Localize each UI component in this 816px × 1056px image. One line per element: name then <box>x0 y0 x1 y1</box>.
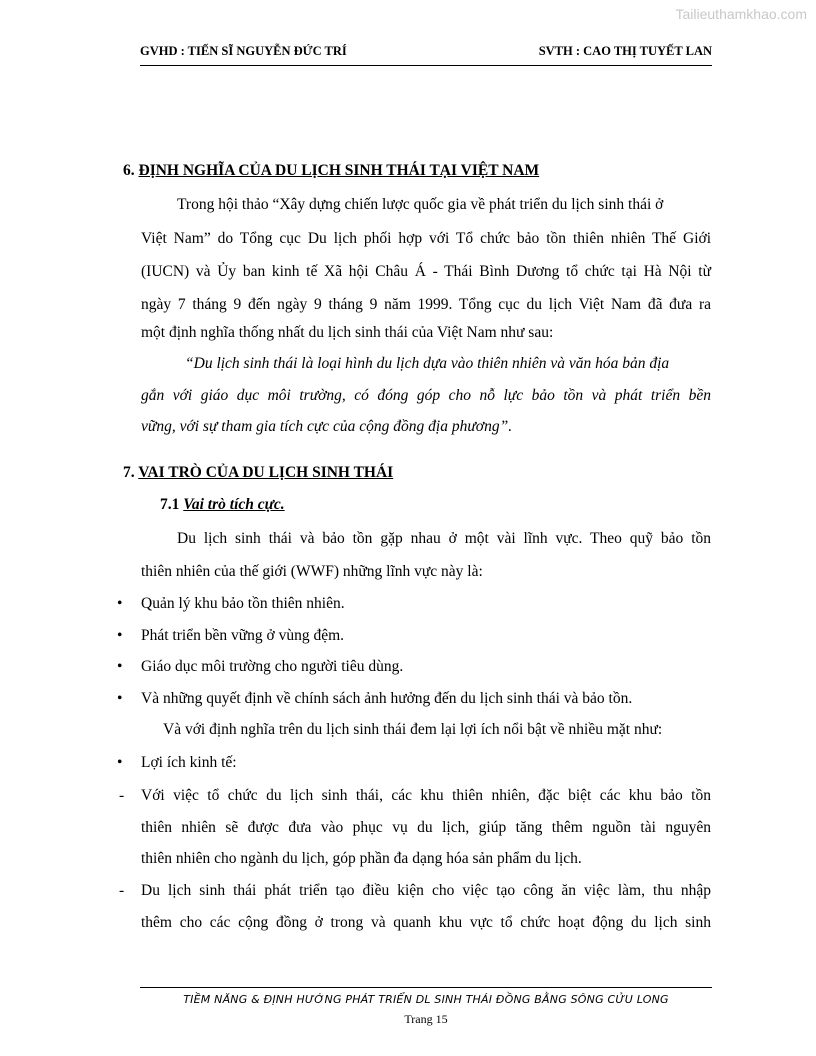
bullet-icon: • <box>117 627 123 644</box>
dash-1-line-1: Với việc tổ chức du lịch sinh thái, các khu thiên nhiên, đặc biệt các khu bảo tồn <box>141 787 711 804</box>
definition-quote-1: “Du lịch sinh thái là loại hình du lịch dựa vào thiên nhiên và văn hóa bản địa <box>185 355 670 372</box>
section-6-heading <box>123 162 539 180</box>
dash-1-line-2: thiên nhiên sẽ được đưa vào phục vụ du lịch, giúp tăng thêm nguồn tài nguyên <box>141 819 711 836</box>
section-7-title: VAI TRÒ CỦA DU LỊCH SINH THÁI <box>138 464 394 481</box>
header-student: SVTH : CAO THỊ TUYẾT LAN <box>538 44 712 58</box>
dash-icon: - <box>119 882 125 899</box>
list-item: Quản lý khu bảo tồn thiên nhiên. <box>141 595 345 612</box>
bullet-icon: • <box>117 754 123 771</box>
bullet-icon: • <box>117 690 123 707</box>
benefit-economic: Lợi ích kinh tế: <box>141 754 237 771</box>
footer-divider <box>140 987 712 988</box>
list-item: Và những quyết định về chính sách ảnh hưởng đến du lịch sinh thái và bảo tồn. <box>141 690 633 707</box>
dash-icon: - <box>119 787 125 804</box>
header-divider <box>140 65 712 66</box>
definition-quote-3: vững, với sự tham gia tích cực của cộng đồng địa phương”. <box>141 418 513 435</box>
benefit-intro: Và với định nghĩa trên du lịch sinh thái đem lại lợi ích nổi bật về nhiều mặt như: <box>163 721 663 738</box>
bullet-icon: • <box>117 658 123 675</box>
page-number: Trang 15 <box>404 1012 448 1026</box>
section-7-intro-1: Du lịch sinh thái và bảo tồn gặp nhau ở một vài lĩnh vực. Theo quỹ bảo tồn <box>177 530 711 547</box>
dash-2-line-1: Du lịch sinh thái phát triển tạo điều kiện cho việc tạo công ăn việc làm, thu nhập <box>141 882 711 899</box>
subsection-7-1-heading <box>160 496 285 514</box>
section-6-line-3: (IUCN) và Ủy ban kinh tế Xã hội Châu Á - Thái Bình Dương tổ chức tại Hà Nội từ <box>141 263 711 280</box>
list-item: Phát triển bền vững ở vùng đệm. <box>141 627 344 644</box>
bullet-icon: • <box>117 595 123 612</box>
section-6-title: ĐỊNH NGHĨA CỦA DU LỊCH SINH THÁI TẠI VIỆT NAM <box>138 162 540 179</box>
section-7-number: 7. <box>123 464 135 481</box>
section-6-line-4: ngày 7 tháng 9 đến ngày 9 tháng 9 năm 1999. Tổng cục du lịch Việt Nam đã đưa ra <box>141 296 711 313</box>
subsection-7-1-title: Vai trò tích cực. <box>183 496 285 513</box>
dash-1-line-3: thiên nhiên cho ngành du lịch, góp phần đa dạng hóa sản phẩm du lịch. <box>141 850 582 867</box>
section-6-number: 6. <box>123 162 135 179</box>
section-7-heading <box>123 464 393 482</box>
section-6-line-1: Trong hội thảo “Xây dựng chiến lược quốc gia về phát triển du lịch sinh thái ở <box>177 196 664 213</box>
section-7-intro-2: thiên nhiên của thế giới (WWF) những lĩnh vực này là: <box>141 563 483 580</box>
dash-2-line-2: thêm cho các cộng đồng ở trong và quanh khu vực tổ chức hoạt động du lịch sinh <box>141 914 711 931</box>
section-6-line-5: một định nghĩa thống nhất du lịch sinh thái của Việt Nam như sau: <box>141 324 554 341</box>
watermark: Tailieuthamkhao.com <box>675 6 807 22</box>
subsection-7-1-number: 7.1 <box>160 496 180 513</box>
header-advisor: GVHD : TIẾN SĨ NGUYỄN ĐỨC TRÍ <box>140 44 347 58</box>
definition-quote-2: gắn với giáo dục môi trường, có đóng góp cho nỗ lực bảo tồn và phát triển bền <box>141 387 711 404</box>
footer-title: TIỀM NĂNG & ĐỊNH HƯỚNG PHÁT TRIỂN DL SINH THÁI ĐỒNG BẰNG SÔNG CỬU LONG <box>183 993 669 1006</box>
list-item: Giáo dục môi trường cho người tiêu dùng. <box>141 658 404 675</box>
section-6-line-2: Việt Nam” do Tổng cục Du lịch phối hợp với Tổ chức bảo tồn thiên nhiên Thế Giới <box>141 230 711 247</box>
